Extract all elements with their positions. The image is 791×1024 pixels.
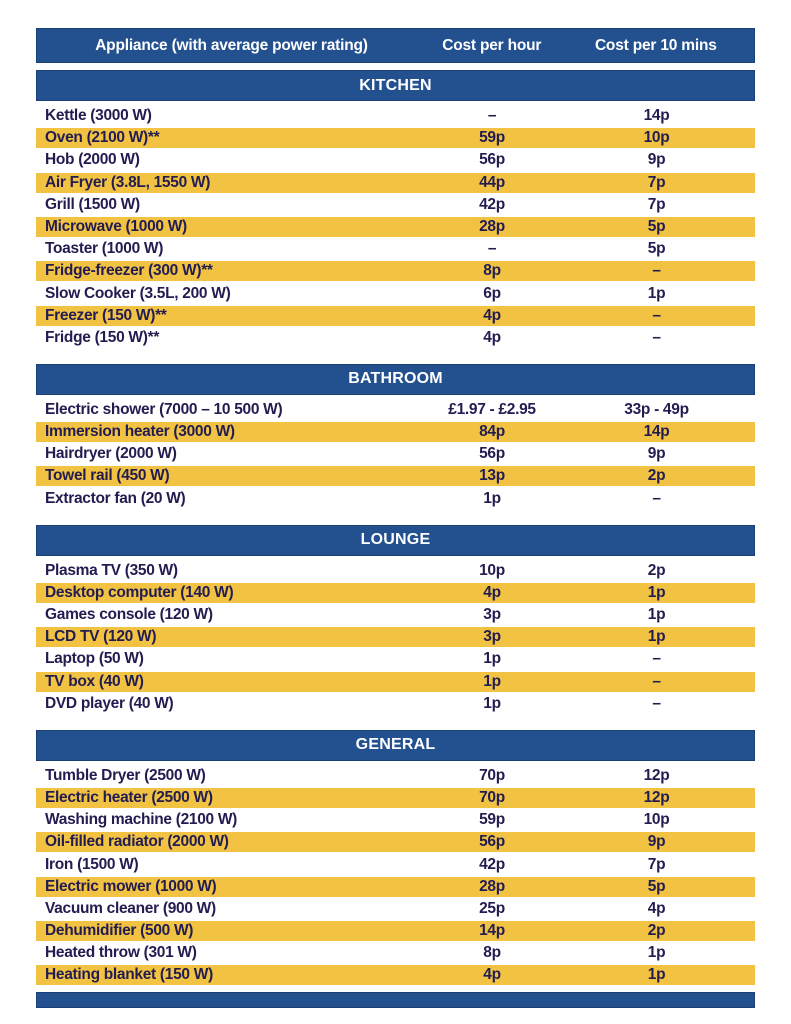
table-row <box>36 627 755 647</box>
cost-per-10-mins-cell: – <box>652 672 661 690</box>
cost-per-10-mins-cell: 9p <box>647 833 666 851</box>
table-row <box>36 239 755 259</box>
cost-per-10-mins-cell: 1p <box>647 966 666 984</box>
table-row <box>36 173 755 193</box>
cost-per-hour-cell: 44p <box>479 173 505 191</box>
cost-per-hour-cell: 6p <box>483 284 501 302</box>
table-row <box>36 444 755 464</box>
appliance-cell: Iron (1500 W) <box>45 855 139 873</box>
cost-per-10-mins-cell: 2p <box>647 561 666 579</box>
appliance-cell: Laptop (50 W) <box>45 650 144 668</box>
appliance-cell: Hairdryer (2000 W) <box>45 445 177 463</box>
table-row <box>36 489 755 509</box>
section-bathroom <box>36 364 755 509</box>
table-row <box>36 106 755 126</box>
appliance-cell: Air Fryer (3.8L, 1550 W) <box>45 173 211 191</box>
table-row <box>36 217 755 237</box>
table-row <box>36 877 755 897</box>
column-header-cost-per-10-mins: Cost per 10 mins <box>594 36 717 54</box>
cost-per-hour-cell: 70p <box>479 766 505 784</box>
appliance-cell: Hob (2000 W) <box>45 151 140 169</box>
cost-per-10-mins-cell: 33p - 49p <box>624 400 689 418</box>
section-lounge <box>36 525 755 714</box>
cost-per-10-mins-cell: 10p <box>643 129 670 147</box>
appliance-cell: Tumble Dryer (2500 W) <box>45 766 206 784</box>
cost-per-hour-cell: 1p <box>483 650 501 668</box>
cost-per-hour-cell: 4p <box>483 966 501 984</box>
table-row <box>36 400 755 420</box>
appliance-cell: Immersion heater (3000 W) <box>45 423 235 441</box>
appliance-cell: Grill (1500 W) <box>45 195 140 213</box>
cost-per-hour-cell: 56p <box>479 445 505 463</box>
cost-per-hour-cell: 4p <box>483 328 501 346</box>
cost-per-hour-cell: 1p <box>483 694 501 712</box>
cost-per-10-mins-cell: 5p <box>647 217 666 235</box>
cost-per-10-mins-cell: – <box>652 328 661 346</box>
cost-per-hour-cell: 70p <box>479 788 505 806</box>
cost-per-10-mins-cell: – <box>652 262 661 280</box>
cost-per-hour-cell: 1p <box>483 672 501 690</box>
table-row <box>36 810 755 830</box>
cost-per-10-mins-cell: – <box>652 694 661 712</box>
appliance-cell: Electric mower (1000 W) <box>45 877 217 895</box>
cost-per-hour-cell: 59p <box>479 811 505 829</box>
section-title: GENERAL <box>36 730 755 761</box>
cost-per-10-mins-cell: – <box>652 650 661 668</box>
appliance-cell: Fridge-freezer (300 W)** <box>45 262 213 280</box>
cost-per-10-mins-cell: 1p <box>647 944 666 962</box>
section-title: LOUNGE <box>36 525 755 556</box>
appliance-cell: DVD player (40 W) <box>45 694 174 712</box>
table-row <box>36 583 755 603</box>
cost-per-hour-cell: 3p <box>483 628 501 646</box>
appliance-cell: Towel rail (450 W) <box>45 467 170 485</box>
column-header-appliance: Appliance (with average power rating) <box>95 36 368 54</box>
table-row <box>36 788 755 808</box>
cost-per-10-mins-cell: 12p <box>643 788 670 806</box>
cost-per-10-mins-cell: 5p <box>647 877 666 895</box>
appliance-cell: Oil-filled radiator (2000 W) <box>45 833 229 851</box>
cost-per-hour-cell: 8p <box>483 944 501 962</box>
cost-per-hour-cell: – <box>487 240 497 258</box>
appliance-cell: Oven (2100 W)** <box>45 129 160 147</box>
cost-per-10-mins-cell: 9p <box>647 445 666 463</box>
table-row <box>36 766 755 786</box>
table-row <box>36 832 755 852</box>
table-row <box>36 649 755 669</box>
appliance-cell: LCD TV (120 W) <box>45 628 157 646</box>
table-row <box>36 128 755 148</box>
cost-per-10-mins-cell: 7p <box>647 195 666 213</box>
table-row <box>36 965 755 985</box>
appliance-cell: Heated throw (301 W) <box>45 944 197 962</box>
cost-per-10-mins-cell: 9p <box>647 151 666 169</box>
cost-per-10-mins-cell: 5p <box>647 240 666 258</box>
cost-per-hour-cell: 42p <box>479 195 505 213</box>
cost-per-hour-cell: 84p <box>479 423 505 441</box>
appliance-cell: Slow Cooker (3.5L, 200 W) <box>45 284 231 302</box>
appliance-cell: Toaster (1000 W) <box>45 240 164 258</box>
section-general <box>36 730 755 986</box>
table-row <box>36 284 755 304</box>
cost-per-hour-cell: 10p <box>479 561 505 579</box>
section-title: BATHROOM <box>36 364 755 395</box>
cost-per-10-mins-cell: 4p <box>647 899 666 917</box>
cost-per-10-mins-cell: 2p <box>647 467 666 485</box>
appliance-cell: Games console (120 W) <box>45 606 213 623</box>
table-row <box>36 694 755 714</box>
appliance-cell: Desktop computer (140 W) <box>45 583 234 601</box>
table-row <box>36 466 755 486</box>
cost-per-10-mins-cell: 1p <box>647 583 666 601</box>
cost-per-hour-cell: 28p <box>479 217 505 235</box>
appliance-cell: Fridge (150 W)** <box>45 328 160 346</box>
table-row <box>36 943 755 963</box>
table-header-row <box>36 28 755 63</box>
cost-per-hour-cell: – <box>487 107 497 124</box>
section-kitchen <box>36 70 755 348</box>
cost-per-hour-cell: 42p <box>479 855 505 873</box>
cost-per-10-mins-cell: 14p <box>643 423 670 441</box>
cost-per-10-mins-cell: – <box>652 489 661 507</box>
cost-per-hour-cell: 1p <box>483 489 501 507</box>
table-row <box>36 150 755 170</box>
table-row <box>36 328 755 348</box>
cost-per-hour-cell: 28p <box>479 877 505 895</box>
cost-per-hour-cell: 25p <box>479 899 505 917</box>
table-row <box>36 855 755 875</box>
appliance-cell: Microwave (1000 W) <box>45 217 187 235</box>
cost-per-hour-cell: 59p <box>479 129 505 147</box>
cost-per-hour-cell: 4p <box>483 583 501 601</box>
appliance-cell: Heating blanket (150 W) <box>45 966 213 984</box>
appliance-cell: Freezer (150 W)** <box>45 306 167 324</box>
cost-per-hour-cell: 13p <box>479 467 505 485</box>
cost-per-hour-cell: 3p <box>483 606 501 623</box>
appliance-cell: Kettle (3000 W) <box>45 107 152 124</box>
cost-per-hour-cell: 56p <box>479 833 505 851</box>
cost-per-10-mins-cell: 12p <box>643 766 670 784</box>
table-bottom-bar <box>36 992 755 1008</box>
cost-per-10-mins-cell: – <box>652 306 661 324</box>
appliance-cell: Electric shower (7000 – 10 500 W) <box>45 400 283 418</box>
table-row <box>36 672 755 692</box>
cost-per-10-mins-cell: 14p <box>643 107 670 124</box>
appliance-cell: Extractor fan (20 W) <box>45 489 186 507</box>
appliance-cost-table <box>36 28 755 1008</box>
appliance-cell: Dehumidifier (500 W) <box>45 922 194 940</box>
table-row <box>36 921 755 941</box>
cost-per-10-mins-cell: 7p <box>647 173 666 191</box>
appliance-cell: Washing machine (2100 W) <box>45 811 238 829</box>
table-row <box>36 261 755 281</box>
cost-per-10-mins-cell: 7p <box>647 855 666 873</box>
appliance-cell: TV box (40 W) <box>45 672 144 690</box>
cost-per-hour-cell: 8p <box>483 262 501 280</box>
cost-per-hour-cell: 4p <box>483 306 501 324</box>
table-row <box>36 899 755 919</box>
cost-per-10-mins-cell: 1p <box>647 284 666 302</box>
cost-per-hour-cell: £1.97 - £2.95 <box>448 400 536 418</box>
cost-per-10-mins-cell: 1p <box>647 628 666 646</box>
table-row <box>36 306 755 326</box>
table-row <box>36 195 755 215</box>
table-row <box>36 561 755 581</box>
table-row <box>36 605 755 625</box>
cost-per-10-mins-cell: 1p <box>647 606 666 623</box>
cost-per-hour-cell: 14p <box>479 922 505 940</box>
cost-per-hour-cell: 56p <box>479 151 505 169</box>
table-sections <box>36 70 755 985</box>
appliance-cell: Plasma TV (350 W) <box>45 561 178 579</box>
column-header-cost-per-hour: Cost per hour <box>442 36 542 54</box>
appliance-cell: Electric heater (2500 W) <box>45 788 213 806</box>
section-title: KITCHEN <box>36 70 755 101</box>
appliance-cell: Vacuum cleaner (900 W) <box>45 899 216 917</box>
cost-per-10-mins-cell: 2p <box>647 922 666 940</box>
table-row <box>36 422 755 442</box>
cost-per-10-mins-cell: 10p <box>643 811 670 829</box>
